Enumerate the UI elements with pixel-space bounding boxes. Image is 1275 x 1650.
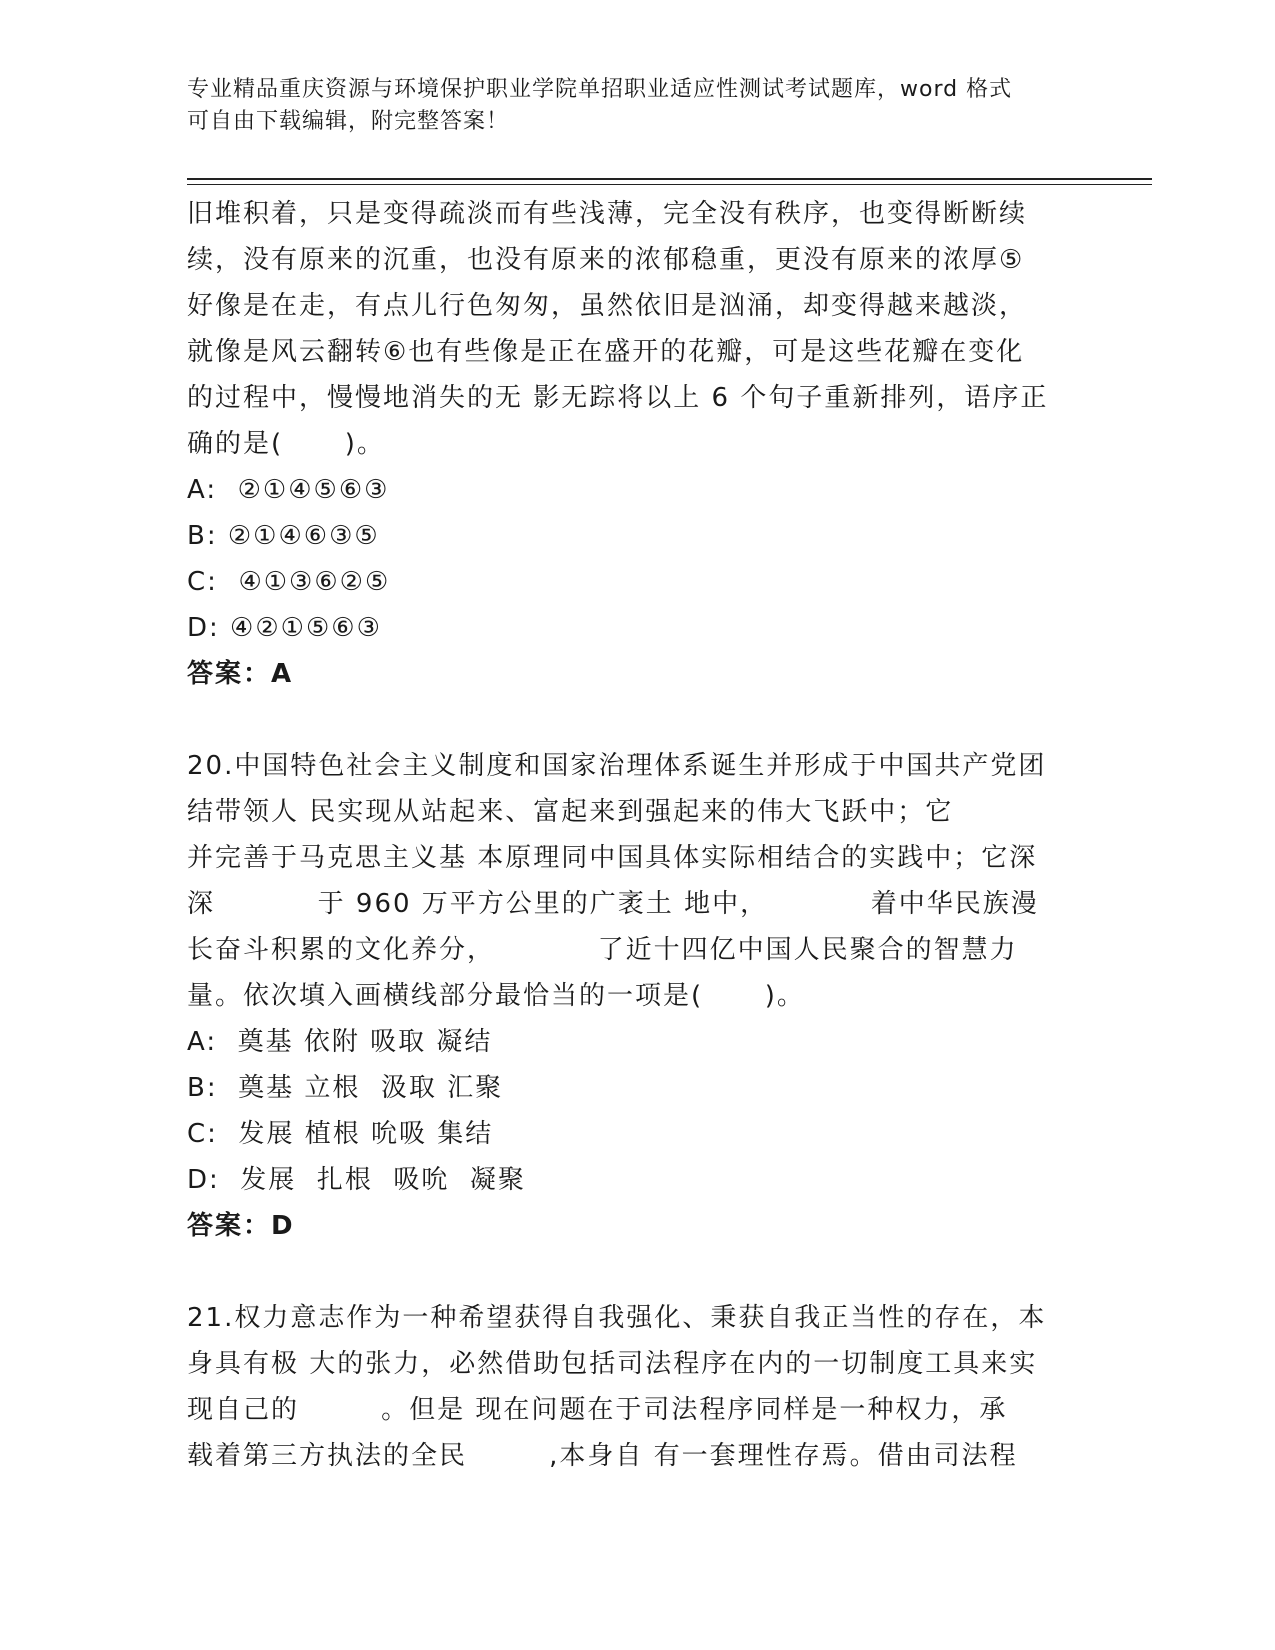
question-19 [187,191,1087,697]
question-text-line: 20.中国特色社会主义制度和国家治理体系诞生并形成于中国共产党团 [187,751,1047,781]
option-c: C: 发展 植根 吮吸 集结 [187,1119,494,1149]
question-text-line: 现自己的 。但是 现在问题在于司法程序同样是一种权力，承 [187,1395,1008,1425]
header-line-2: 可自由下载编辑，附完整答案！ [187,109,510,134]
question-21 [187,1295,1087,1479]
question-text-line: 确的是( )。 [187,429,385,459]
question-text-line: 长奋斗积累的文化养分， 了近十四亿中国人民聚合的智慧力 [187,935,1018,965]
question-text-line: 旧堆积着，只是变得疏淡而有些浅薄，完全没有秩序，也变得断断续 [187,199,1028,229]
option-b: B: 奠基 立根 汲取 汇聚 [187,1073,504,1103]
option-b: B: ②①④⑥③⑤ [187,521,380,551]
option-d: D: 发展 扎根 吸吮 凝聚 [187,1165,526,1195]
question-text-line: 量。依次填入画横线部分最恰当的一项是( )。 [187,981,805,1011]
question-text-line: 结带领人 民实现从站起来、富起来到强起来的伟大飞跃中；它 [187,797,954,827]
header-rule-thick [187,178,1152,180]
option-a: A: 奠基 依附 吸取 凝结 [187,1027,493,1057]
question-text-line: 续，没有原来的沉重，也没有原来的浓郁稳重，更没有原来的浓厚⑤ [187,245,1025,275]
option-a: A: ②①④⑤⑥③ [187,475,390,505]
option-d: D: ④②①⑤⑥③ [187,613,382,643]
document-body [187,191,1087,1479]
page-header [187,74,1067,138]
question-text-line: 21.权力意志作为一种希望获得自我强化、秉获自我正当性的存在，本 [187,1303,1047,1333]
header-line-1: 专业精品重庆资源与环境保护职业学院单招职业适应性测试考试题库，word 格式 [187,77,1013,102]
answer: 答案：A [187,659,294,689]
question-text-line: 身具有极 大的张力，必然借助包括司法程序在内的一切制度工具来实 [187,1349,1038,1379]
question-text-line: 好像是在走，有点儿行色匆匆，虽然依旧是汹涌，却变得越来越淡， [187,291,1028,321]
question-text-line: 深 于 960 万平方公里的广袤土 地中， 着中华民族漫 [187,889,1039,919]
question-20 [187,743,1087,1249]
spacer [187,1249,1087,1295]
answer: 答案：D [187,1211,295,1241]
question-text-line: 载着第三方执法的全民 ,本身自 有一套理性存焉。借由司法程 [187,1441,1018,1471]
header-rule-thin [187,184,1152,185]
spacer [187,697,1087,743]
question-text-line: 并完善于马克思主义基 本原理同中国具体实际相结合的实践中；它深 [187,843,1038,873]
option-c: C: ④①③⑥②⑤ [187,567,391,597]
question-text-line: 就像是风云翻转⑥也有些像是正在盛开的花瓣，可是这些花瓣在变化 [187,337,1025,367]
question-text-line: 的过程中，慢慢地消失的无 影无踪将以上 6 个句子重新排列，语序正 [187,383,1049,413]
